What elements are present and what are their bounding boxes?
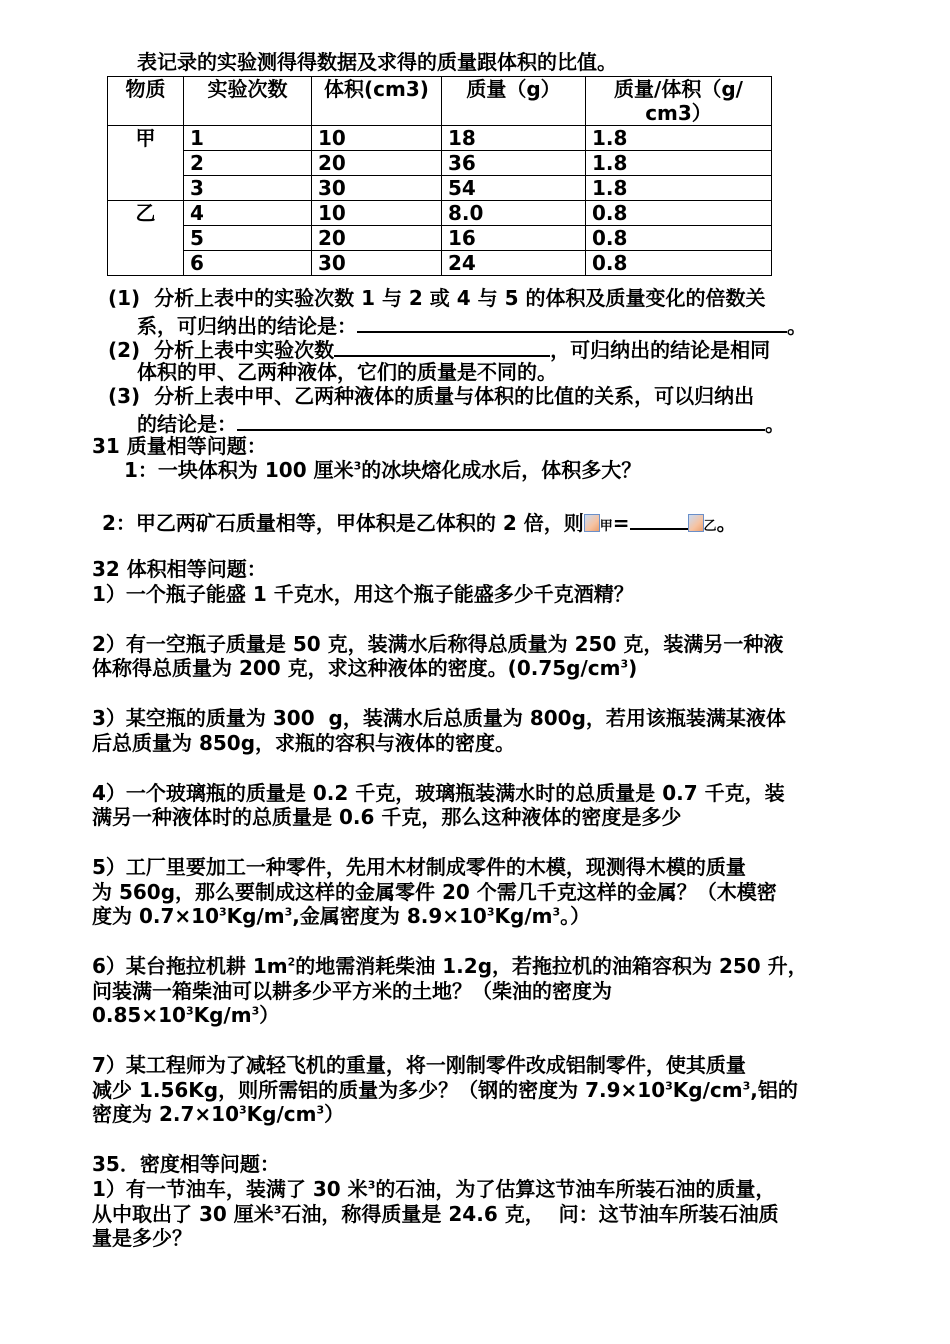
text-segment: 的地需消耗柴油 1.2g，若拖拉机的油箱容积为 250 升， [295,954,808,978]
q2-line1-text: (2) 分析上表中实验次数 [108,338,335,362]
text-segment: 从中取出了 30 厘米 [92,1202,274,1226]
table-cell: 18 [442,126,586,151]
answer-blank [630,508,688,530]
section-32-title: 32 体积相等问题： [92,557,267,581]
q3-line2-text: 的结论是： [137,412,237,436]
superscript: 3 [218,905,227,919]
text-segment: 密度为 2.7×10 [92,1102,239,1126]
s32-q7-line3 [92,1102,344,1126]
substance-cell: 乙 [108,201,184,276]
s32-q3-line1: 3）某空瓶的质量为 300 g，装满水后总质量为 800g，若用该瓶装满某液体 [92,706,786,730]
table-cell: 24 [442,251,586,276]
table-cell: 30 [312,251,442,276]
table-row [108,126,772,151]
s35-line1 [92,1177,775,1201]
q1-line2-text: 系，可归纳出的结论是： [137,314,357,338]
table-cell: 0.8 [586,251,772,276]
text-segment: 6）某台拖拉机耕 1m [92,954,288,978]
table-cell: 2 [184,151,312,176]
table-row [108,226,772,251]
text-segment: 0.85×10 [92,1003,186,1027]
text-segment: Kg/m [226,904,285,928]
density-symbol-icon [688,514,704,532]
s32-q5-line3 [92,904,590,928]
q3-line2-end: 。 [765,412,785,436]
s31-q2 [102,508,737,539]
s32-q4-line2: 满另一种液体时的总质量是 0.6 千克，那么这种液体的密度是多少 [92,805,682,829]
table-cell: 16 [442,226,586,251]
s32-q4-line1: 4）一个玻璃瓶的质量是 0.2 千克，玻璃瓶装满水时的总质量是 0.7 千克，装 [92,781,785,805]
table-cell: 5 [184,226,312,251]
superscript: 3 [620,657,629,671]
q1-line1: (1) 分析上表中的实验次数 1 与 2 或 4 与 5 的体积及质量变化的倍数关 [108,286,766,310]
subscript-a: 甲 [599,519,613,534]
table-cell: 1 [184,126,312,151]
text-segment: ,金属密度为 8.9×10 [292,904,487,928]
superscript: 3 [316,1103,325,1117]
s32-q6-line2: 问装满一箱柴油可以耕多少平方米的土地？（柴油的密度为 [92,979,612,1003]
density-symbol-icon [584,514,600,532]
s31-q1-text-end: 的冰块熔化成水后，体积多大？ [361,458,642,482]
superscript: 3 [742,1079,751,1093]
answer-blank [357,311,787,333]
s31-q1-text: 1：一块体积为 100 厘米 [124,458,354,482]
table-cell: 20 [312,151,442,176]
text-segment: Kg/m [494,904,553,928]
table-row [108,251,772,276]
s35-line2 [92,1202,779,1226]
s35-line3: 量是多少？ [92,1226,192,1250]
q3-line1: (3) 分析上表中甲、乙两种液体的质量与体积的比值的关系，可以归纳出 [108,384,755,408]
header-ratio-line2: cm3） [645,101,712,125]
q1-line2 [137,311,807,338]
answer-blank [334,335,550,357]
q2-line1 [108,335,770,362]
subscript-b: 乙 [703,519,717,534]
q2-line1-end: ，可归纳出的结论是相同 [550,338,771,362]
table-cell: 3 [184,176,312,201]
text-segment: 。） [560,904,591,928]
q2-line2: 体积的甲、乙两种液体，它们的质量是不同的。 [137,360,557,384]
section-35-title: 35．密度相等问题： [92,1152,280,1176]
table-cell: 20 [312,226,442,251]
superscript: 3 [251,1004,260,1018]
s32-q7-line2 [92,1078,798,1102]
experiment-table [107,76,772,276]
table-cell: 0.8 [586,226,772,251]
s32-q7-line1: 7）某工程师为了减轻飞机的重量，将一刚制零件改成铝制零件，使其质量 [92,1053,746,1077]
table-cell: 10 [312,126,442,151]
superscript: 2 [287,955,296,969]
superscript: 3 [552,905,561,919]
text-segment: 度为 0.7×10 [92,904,219,928]
text-segment: 石油，称得质量是 24.6 克， 问：这节油车所装石油质 [281,1202,779,1226]
text-segment: ,铝的 [750,1078,798,1102]
q3-line2 [137,409,785,436]
q1-line2-end: 。 [787,314,807,338]
table-row [108,176,772,201]
s31-q2-end: 。 [716,511,737,535]
superscript: 3 [367,1178,376,1192]
table-cell: 8.0 [442,201,586,226]
s32-q2-line2 [92,656,637,680]
s31-q2-text: 2：甲乙两矿石质量相等，甲体积是乙体积的 2 倍，则 [102,511,584,535]
header-ratio-line1: 质量/体积（g/ [614,77,743,101]
header-volume: 体积(cm3) [312,77,442,126]
table-cell: 36 [442,151,586,176]
header-mass: 质量（g） [442,77,586,126]
substance-cell: 甲 [108,126,184,201]
s32-q1: 1）一个瓶子能盛 1 千克水，用这个瓶子能盛多少千克酒精？ [92,582,634,606]
table-cell: 1.8 [586,151,772,176]
text-segment: Kg/m [193,1003,252,1027]
table-cell: 1.8 [586,126,772,151]
table-cell: 0.8 [586,201,772,226]
text-segment: 1）有一节油车，装满了 30 米 [92,1177,368,1201]
s32-q2-text: 体称得总质量为 200 克，求这种液体的密度。(0.75g/cm [92,656,621,680]
superscript: 3 [284,905,293,919]
table-row [108,151,772,176]
table-cell: 10 [312,201,442,226]
superscript: 3 [665,1079,673,1093]
s31-q1 [124,458,641,482]
table-cell: 54 [442,176,586,201]
s32-q6-line1 [92,954,808,978]
header-substance: 物质 [108,77,184,126]
header-ratio [586,77,772,126]
table-cell: 30 [312,176,442,201]
text-segment: 减少 1.56Kg，则所需铝的质量为多少？（钢的密度为 7.9×10 [92,1078,666,1102]
s32-q5-line2: 为 560g，那么要制成这样的金属零件 20 个需几千克这样的金属？（木模密 [92,880,777,904]
table-cell: 1.8 [586,176,772,201]
s32-q3-line2: 后总质量为 850g，求瓶的容积与液体的密度。 [92,731,516,755]
section-31-title: 31 质量相等问题： [92,434,267,458]
header-trial: 实验次数 [184,77,312,126]
text-segment: 的石油，为了估算这节油车所装石油的质量， [375,1177,776,1201]
intro-text: 表记录的实验测得得数据及求得的质量跟体积的比值。 [137,50,617,74]
s32-q6-line3 [92,1003,279,1027]
table-row [108,201,772,226]
superscript: 3 [185,1004,194,1018]
equals-sign: = [612,511,630,535]
s32-q2-line1: 2）有一空瓶子质量是 50 克，装满水后称得总质量为 250 克，装满另一种液 [92,632,784,656]
table-cell: 4 [184,201,312,226]
s32-q5-line1: 5）工厂里要加工一种零件，先用木材制成零件的木模，现测得木模的质量 [92,855,746,879]
superscript: 3 [353,459,362,473]
text-segment: Kg/cm [672,1078,743,1102]
table-cell: 6 [184,251,312,276]
text-segment: ） [324,1102,345,1126]
text-segment: Kg/cm [246,1102,317,1126]
superscript: 3 [486,905,495,919]
text-segment: ） [259,1003,280,1027]
s32-q2-end: ) [628,656,638,680]
superscript: 3 [238,1103,247,1117]
table-header-row [108,77,772,126]
answer-blank [237,409,765,431]
superscript: 3 [273,1203,282,1217]
